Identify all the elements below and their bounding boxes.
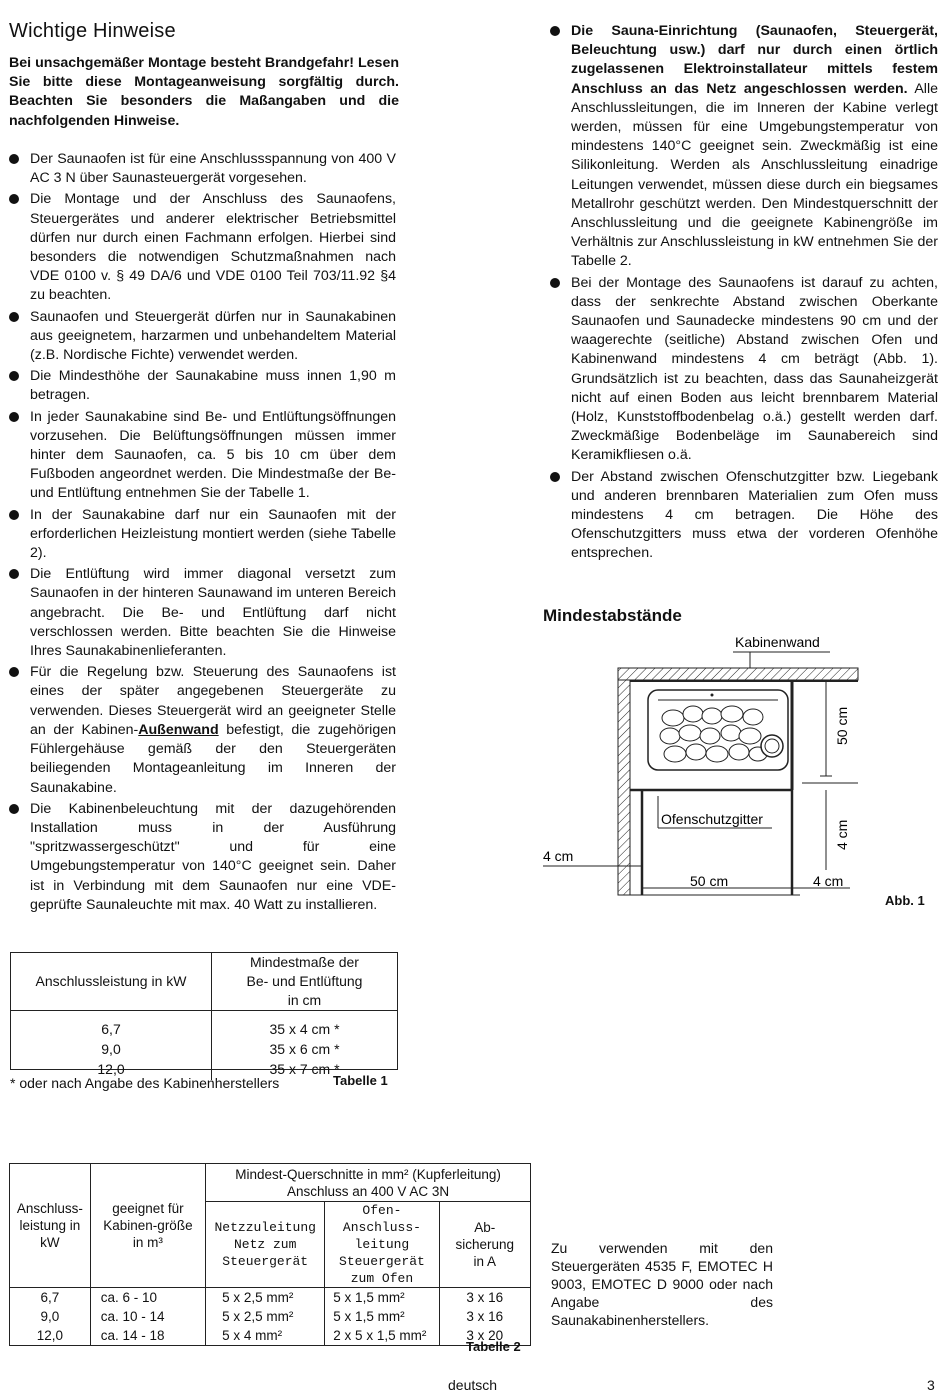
ceiling: [618, 668, 858, 680]
dim-vertical-4: 4 cm: [834, 819, 850, 850]
bullet-icon: [9, 412, 19, 422]
table-2: [9, 1163, 531, 1346]
table-1: [10, 952, 398, 1077]
figure-title: Mindestabstände: [543, 606, 682, 625]
page-number: 3: [927, 1377, 935, 1393]
bullet-icon: [9, 804, 19, 814]
table-cell: 3 x 16 3 x 16 3 x 20: [439, 1288, 530, 1346]
dim-right-4: 4 cm: [813, 873, 844, 889]
right-instructions: [550, 22, 938, 566]
clearance-diagram: [540, 630, 900, 900]
warning-lead: Bei unsachgemäßer Montage besteht Brandgefahr! Lesen Sie bitte diese Montageanweisung sorgfältig durch. Beachten Sie besonders die Maßangaben und die nachfolgenden Hinweise.: [9, 55, 399, 129]
footer-language: deutsch: [448, 1377, 498, 1393]
bullet-icon: [9, 312, 19, 322]
page-heading: Wichtige Hinweise: [9, 20, 176, 42]
wall-label: Kabinenwand: [735, 634, 820, 650]
table2-header: Anschluss-leistung in kW: [10, 1164, 91, 1288]
list-item: Die Entlüftung wird immer diagonal versetzt zum Saunaofen in der hinteren Saunawand im unteren Bereich angebracht. Die Be- und Entlüftung darf nicht verschlossen werden. Bitte beachten Sie die Hinweise Ihres Saunakabinenlieferanten.: [9, 565, 396, 661]
dim-left-4: 4 cm: [543, 848, 574, 864]
table1-header: Anschlussleistung in kW: [11, 953, 212, 1011]
table1-label: Tabelle 1: [333, 1073, 388, 1088]
table2-label: Tabelle 2: [466, 1339, 521, 1354]
list-item: Der Abstand zwischen Ofenschutzgitter bzw. Liegebank und anderen brennbaren Materialien zum Ofen muss mindestens 4 cm betragen. Die Höhe des Ofenschutzgitters muss etwa der vorderen Ofenhöhe entsprechen.: [550, 468, 938, 564]
table2-header: Ab-sicherung in A: [439, 1202, 530, 1288]
bullet-icon: [550, 26, 560, 36]
bullet-icon: [9, 371, 19, 381]
list-item: Die Mindesthöhe der Saunakabine muss innen 1,90 m betragen.: [9, 367, 396, 405]
emphasis-outer-wall: Außenwand: [138, 721, 219, 738]
list-item: Die Kabinenbeleuchtung mit der dazugehörenden Installation muss in der Ausführung "spritzwassergeschützt" und für eine Umgebungstemperatur von 140°C geeignet sein. Daher ist in Verbindung mit dem Saunaofen nur eine VDE-geprüfte Saunaleuchte mit max. 40 Watt zu installieren.: [9, 800, 396, 915]
table-cell: 35 x 4 cm * 35 x 6 cm * 35 x 7 cm *: [269, 1021, 340, 1077]
list-item: Bei der Montage des Saunaofens ist darauf zu achten, dass der senkrechte Abstand zwischen Oberkante Saunaofen und Saunadecke mindestens 90 cm und der waagerechte (seitliche) Abstand zwischen Ofen und Kabinenwand mindestens 4 cm beträgt (Abb. 1). Grundsätzlich ist zu beachten, dass das Saunaheizgerät nicht auf einen Boden aus leicht brennbarem Material (Holz, Kunststoffbodenbelag o.ä.) gestellt werden darf. Zweckmäßige Bodenbeläge im Saunabereich sind Keramikfliesen o.ä.: [550, 274, 938, 466]
table1-header: Mindestmaße der Be- und Entlüftung in cm: [212, 953, 398, 1011]
cabin-wall: [618, 680, 630, 895]
bullet-icon: [9, 667, 19, 677]
table2-header: Netzzuleitung Netz zum Steuergerät: [206, 1202, 325, 1288]
left-instructions: [9, 150, 396, 917]
bullet-icon: [9, 154, 19, 164]
table-cell: 6,7 9,0 12,0: [11, 1011, 212, 1081]
bullet-icon: [550, 472, 560, 482]
table-cell: ca. 6 - 10 ca. 10 - 14 ca. 14 - 18: [90, 1288, 205, 1346]
table-cell: 6,7 9,0 12,0: [10, 1288, 91, 1346]
bullet-icon: [9, 569, 19, 579]
figure-caption: Abb. 1: [885, 893, 925, 908]
bullet-icon: [9, 194, 19, 204]
grid-label: Ofenschutzgitter: [661, 811, 763, 827]
list-item: Der Saunaofen ist für eine Anschlussspannung von 400 V AC 3 N über Saunasteuergerät vorgesehen.: [9, 150, 396, 188]
table2-header: Ofen-Anschluss-leitung Steuergerät zum Ofen: [325, 1202, 439, 1288]
table1-footnote: * oder nach Angabe des Kabinenherstellers: [10, 1075, 280, 1091]
list-item: Die Sauna-Einrichtung (Saunaofen, Steuergerät, Beleuchtung usw.) darf nur durch einen örtlich zugelassenen Elektroinstallateur mittels festem Anschluss an das Netz angeschlossen werden. Alle Anschlussleitungen, die im Inneren der Kabine verlegt werden, müssen für eine Umgebungstemperatur von mindestens 140°C geeignet sein. Zweckmäßig ist eine Silikonleitung. Werden als Anschlussleitung einadrige Leitungen verwendet, müssen diese durch ein biegsames Metallrohr geschützt werden. Den Mindestquerschnitt der Anschlussleitung und die geeignete Kabinengröße im Verhältnis zur Anschlussleistung in kW entnehmen Sie der Tabelle 2.: [550, 22, 938, 272]
table2-header: geeignet für Kabinen-größe in m³: [90, 1164, 205, 1288]
controller-note: Zu verwenden mit den Steuergeräten 4535 F, EMOTEC H 9003, EMOTEC D 9000 oder nach Angabe des Saunakabinenherstellers.: [551, 1240, 773, 1328]
table2-header: Mindest-Querschnitte in mm² (Kupferleitung) Anschluss an 400 V AC 3N: [206, 1164, 531, 1202]
list-item: In der Saunakabine darf nur ein Saunaofen mit der erforderlichen Heizleistung montiert werden (siehe Tabelle 2).: [9, 506, 396, 564]
dim-vertical-50: 50 cm: [834, 706, 850, 745]
bullet-icon: [9, 510, 19, 520]
bullet-icon: [550, 278, 560, 288]
list-item: Die Montage und der Anschluss des Saunaofens, Steuergerätes und anderer elektrischer Betriebsmittel dürfen nur durch einen Fachmann erfolgen. Hierbei sind besonders die notwendigen Schutzmaßnahmen nach VDE 0100 v. § 49 DA/6 und VDE 0100 Teil 703/11.92 §4 zu beachten.: [9, 190, 396, 305]
dim-horizontal-50: 50 cm: [690, 873, 729, 889]
list-item: In jeder Saunakabine sind Be- und Entlüftungsöffnungen vorzusehen. Die Belüftungsöffnungen müssen immer hinter dem Saunaofen, ca. 5 bis 10 cm über dem Fußboden angeordnet werden. Die Mindestmaße der Be- und Entlüftung entnehmen Sie der Tabelle 1.: [9, 408, 396, 504]
list-item: Saunaofen und Steuergerät dürfen nur in Saunakabinen aus geeignetem, harzarmen und unbehandeltem Material (z.B. Nordische Fichte) verwendet werden.: [9, 308, 396, 366]
table-cell: 5 x 1,5 mm² 5 x 1,5 mm² 2 x 5 x 1,5 mm²: [325, 1288, 439, 1346]
table-cell: 5 x 2,5 mm² 5 x 2,5 mm² 5 x 4 mm²: [206, 1288, 325, 1346]
list-item: Für die Regelung bzw. Steuerung des Saunaofens ist eines der später angegebenen Steuergeräte zu verwenden. Dieses Steuergerät wird an geeigneter Stelle an der Kabinen-Außenwand befestigt, die zugehörigen Fühlergehäuse gemäß der den Steuergeräten beiliegenden Montageanleitung im Inneren der Saunakabine.: [9, 663, 396, 797]
